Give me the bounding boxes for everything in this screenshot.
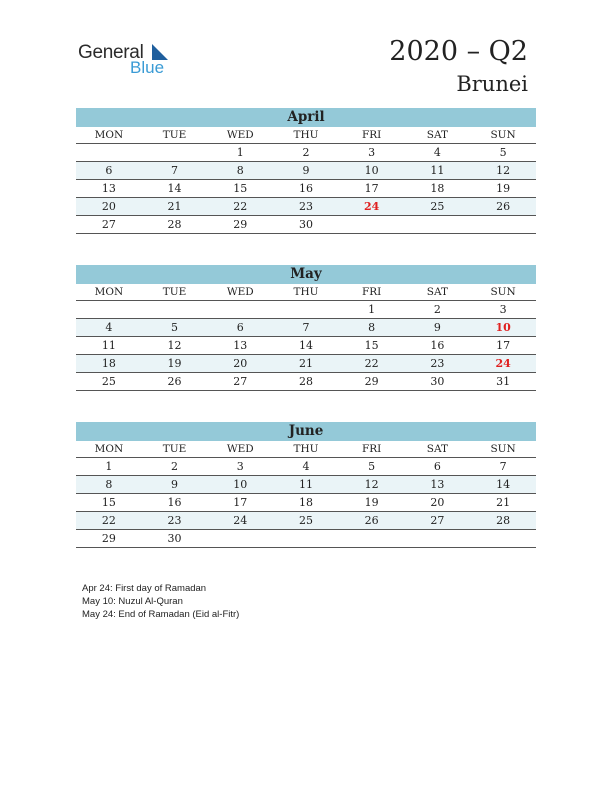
weekday-header: SUN [470, 441, 536, 458]
weekday-header: THU [273, 127, 339, 144]
month-calendar-june [76, 422, 536, 548]
weekday-header: FRI [339, 284, 405, 301]
day-cell: 10 [470, 319, 536, 337]
weekday-header: SUN [470, 127, 536, 144]
day-cell: 8 [76, 476, 142, 494]
empty-day-cell [470, 530, 536, 548]
day-cell: 24 [339, 198, 405, 216]
day-cell: 28 [142, 216, 208, 234]
month-grid [76, 284, 536, 391]
day-cell: 13 [207, 337, 273, 355]
day-cell: 12 [142, 337, 208, 355]
day-cell: 23 [273, 198, 339, 216]
empty-day-cell [470, 216, 536, 234]
holiday-note: May 10: Nuzul Al-Quran [82, 596, 183, 607]
day-cell: 24 [470, 355, 536, 373]
day-cell: 2 [405, 301, 471, 319]
weekday-header: THU [273, 284, 339, 301]
page-title: 2020 – Q2 [389, 36, 528, 67]
day-cell: 27 [207, 373, 273, 391]
empty-day-cell [142, 301, 208, 319]
day-cell: 19 [339, 494, 405, 512]
day-cell: 9 [273, 162, 339, 180]
day-cell: 20 [76, 198, 142, 216]
week-row [76, 162, 536, 180]
day-cell: 25 [405, 198, 471, 216]
month-calendar-may [76, 265, 536, 391]
empty-day-cell [405, 530, 471, 548]
empty-day-cell [207, 530, 273, 548]
week-row [76, 476, 536, 494]
day-cell: 29 [339, 373, 405, 391]
day-cell: 19 [142, 355, 208, 373]
day-cell: 4 [273, 458, 339, 476]
empty-day-cell [207, 301, 273, 319]
day-cell: 12 [339, 476, 405, 494]
week-row [76, 494, 536, 512]
day-cell: 14 [273, 337, 339, 355]
day-cell: 2 [273, 144, 339, 162]
country-name: Brunei [456, 72, 528, 96]
week-row [76, 301, 536, 319]
day-cell: 3 [470, 301, 536, 319]
empty-day-cell [76, 144, 142, 162]
empty-day-cell [339, 216, 405, 234]
day-cell: 7 [142, 162, 208, 180]
holiday-notes [82, 582, 239, 621]
empty-day-cell [339, 530, 405, 548]
week-row [76, 216, 536, 234]
day-cell: 3 [339, 144, 405, 162]
day-cell: 11 [76, 337, 142, 355]
empty-day-cell [405, 216, 471, 234]
day-cell: 20 [207, 355, 273, 373]
weekday-header: SAT [405, 441, 471, 458]
weekday-header: MON [76, 127, 142, 144]
day-cell: 17 [207, 494, 273, 512]
logo-word-blue: Blue [130, 58, 165, 77]
day-cell: 21 [142, 198, 208, 216]
week-row [76, 319, 536, 337]
day-cell: 4 [405, 144, 471, 162]
day-cell: 22 [207, 198, 273, 216]
day-cell: 9 [405, 319, 471, 337]
week-row [76, 144, 536, 162]
month-title: May [76, 265, 536, 284]
day-cell: 31 [470, 373, 536, 391]
day-cell: 7 [470, 458, 536, 476]
week-row [76, 198, 536, 216]
holiday-note: May 24: End of Ramadan (Eid al-Fitr) [82, 609, 240, 620]
day-cell: 14 [142, 180, 208, 198]
weekday-header: TUE [142, 284, 208, 301]
week-row [76, 512, 536, 530]
day-cell: 13 [76, 180, 142, 198]
weekday-header: FRI [339, 441, 405, 458]
month-grid [76, 127, 536, 234]
logo-word-general: General [78, 42, 144, 63]
day-cell: 8 [207, 162, 273, 180]
day-cell: 21 [470, 494, 536, 512]
day-cell: 29 [207, 216, 273, 234]
week-row [76, 355, 536, 373]
weekday-header: WED [207, 284, 273, 301]
day-cell: 30 [273, 216, 339, 234]
day-cell: 30 [405, 373, 471, 391]
day-cell: 10 [207, 476, 273, 494]
day-cell: 18 [405, 180, 471, 198]
week-row [76, 373, 536, 391]
day-cell: 25 [273, 512, 339, 530]
day-cell: 6 [405, 458, 471, 476]
day-cell: 30 [142, 530, 208, 548]
weekday-header: SAT [405, 127, 471, 144]
day-cell: 28 [470, 512, 536, 530]
day-cell: 5 [470, 144, 536, 162]
empty-day-cell [273, 301, 339, 319]
week-row [76, 337, 536, 355]
weekday-header: THU [273, 441, 339, 458]
weekday-header: TUE [142, 441, 208, 458]
empty-day-cell [76, 301, 142, 319]
month-title: April [76, 108, 536, 127]
weekday-header: SAT [405, 284, 471, 301]
day-cell: 18 [76, 355, 142, 373]
day-cell: 20 [405, 494, 471, 512]
day-cell: 28 [273, 373, 339, 391]
day-cell: 16 [273, 180, 339, 198]
week-row [76, 530, 536, 548]
day-cell: 24 [207, 512, 273, 530]
day-cell: 27 [405, 512, 471, 530]
week-row [76, 180, 536, 198]
day-cell: 22 [76, 512, 142, 530]
day-cell: 3 [207, 458, 273, 476]
day-cell: 1 [76, 458, 142, 476]
day-cell: 17 [339, 180, 405, 198]
day-cell: 23 [142, 512, 208, 530]
empty-day-cell [142, 144, 208, 162]
day-cell: 8 [339, 319, 405, 337]
day-cell: 26 [142, 373, 208, 391]
weekday-header: MON [76, 284, 142, 301]
month-grid [76, 441, 536, 548]
empty-day-cell [273, 530, 339, 548]
day-cell: 15 [207, 180, 273, 198]
day-cell: 6 [207, 319, 273, 337]
day-cell: 16 [405, 337, 471, 355]
weekday-header: FRI [339, 127, 405, 144]
day-cell: 1 [207, 144, 273, 162]
day-cell: 4 [76, 319, 142, 337]
day-cell: 5 [142, 319, 208, 337]
day-cell: 11 [405, 162, 471, 180]
day-cell: 6 [76, 162, 142, 180]
weekday-header: WED [207, 441, 273, 458]
day-cell: 14 [470, 476, 536, 494]
weekday-header: SUN [470, 284, 536, 301]
day-cell: 10 [339, 162, 405, 180]
day-cell: 13 [405, 476, 471, 494]
day-cell: 27 [76, 216, 142, 234]
day-cell: 2 [142, 458, 208, 476]
day-cell: 29 [76, 530, 142, 548]
day-cell: 12 [470, 162, 536, 180]
day-cell: 5 [339, 458, 405, 476]
day-cell: 18 [273, 494, 339, 512]
day-cell: 26 [470, 198, 536, 216]
day-cell: 23 [405, 355, 471, 373]
day-cell: 7 [273, 319, 339, 337]
day-cell: 15 [339, 337, 405, 355]
day-cell: 19 [470, 180, 536, 198]
day-cell: 1 [339, 301, 405, 319]
day-cell: 21 [273, 355, 339, 373]
day-cell: 26 [339, 512, 405, 530]
month-calendar-april [76, 108, 536, 234]
day-cell: 17 [470, 337, 536, 355]
day-cell: 16 [142, 494, 208, 512]
weekday-header: TUE [142, 127, 208, 144]
day-cell: 25 [76, 373, 142, 391]
holiday-note: Apr 24: First day of Ramadan [82, 583, 207, 594]
day-cell: 11 [273, 476, 339, 494]
day-cell: 22 [339, 355, 405, 373]
logo [78, 42, 178, 78]
weekday-header: MON [76, 441, 142, 458]
week-row [76, 458, 536, 476]
day-cell: 9 [142, 476, 208, 494]
month-title: June [76, 422, 536, 441]
day-cell: 15 [76, 494, 142, 512]
weekday-header: WED [207, 127, 273, 144]
